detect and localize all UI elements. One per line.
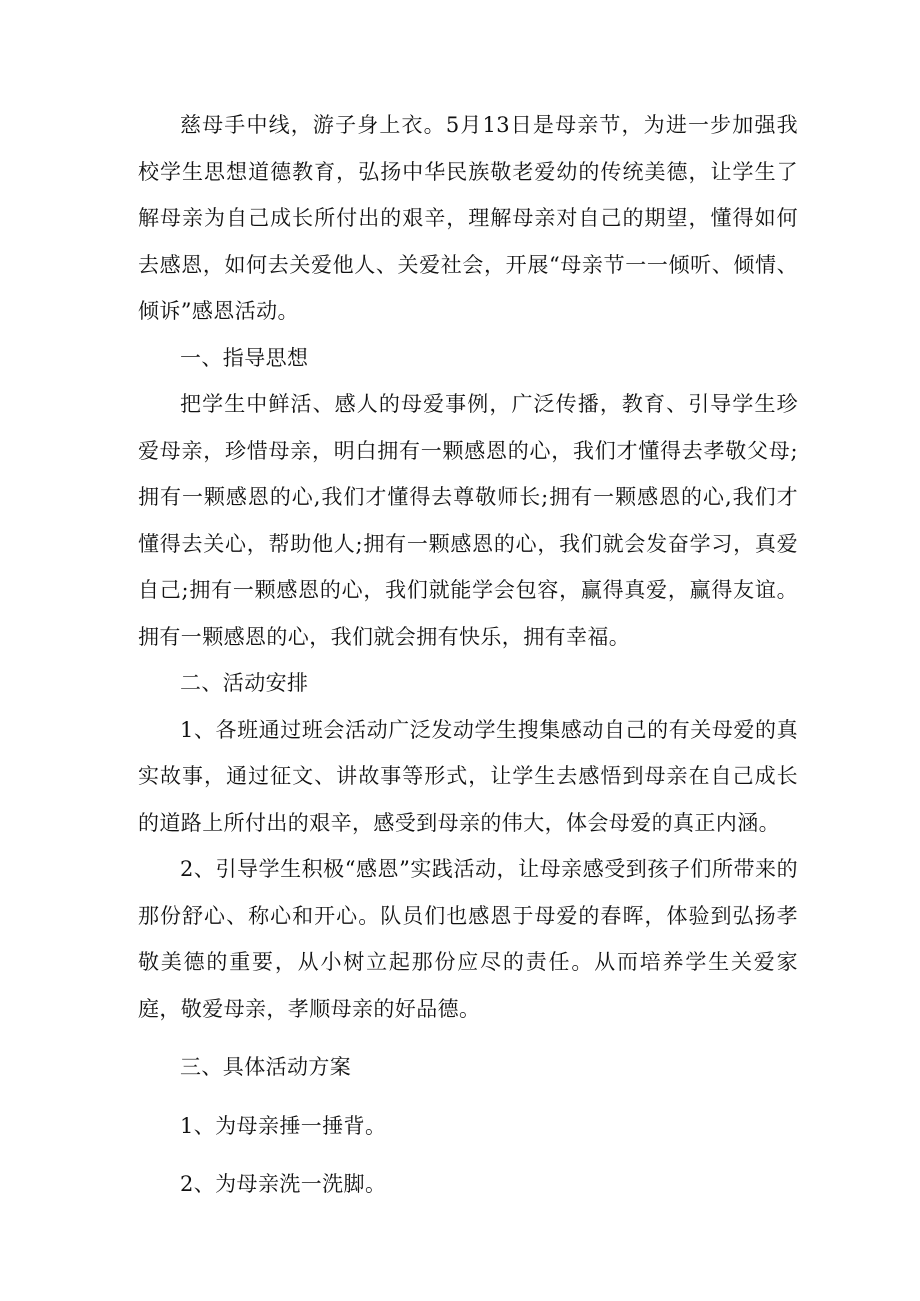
guiding-ideology-paragraph: 把学生中鲜活、感人的母爱事例，广泛传播，教育、引导学生珍爱母亲，珍惜母亲，明白拥有一颗感恩的心，我们才懂得去孝敬父母;拥有一颗感恩的心,我们才懂得去尊敬师长;拥有一颗感恩的心,我们才懂得去关心，帮助他人;拥有一颗感恩的心，我们就会发奋学习，真爱自己;拥有一颗感恩的心，我们就能学会包容，赢得真爱，赢得友谊。拥有一颗感恩的心，我们就会拥有快乐，拥有幸福。 bbox=[138, 392, 798, 649]
plan-item-2: 2、为母亲洗一洗脚。 bbox=[180, 1172, 387, 1196]
section-heading-specific-plan: 三、具体活动方案 bbox=[180, 1055, 352, 1079]
activity-item-1: 1、各班通过班会活动广泛发动学生搜集感动自己的有关母爱的真实故事，通过征文、讲故事等形式，让学生去感悟到母亲在自己成长的道路上所付出的艰辛，感受到母亲的伟大，体会母爱的真正内涵。 bbox=[138, 717, 798, 835]
section-heading-guiding-ideology: 一、指导思想 bbox=[180, 345, 309, 370]
document-body bbox=[138, 102, 798, 1208]
intro-paragraph: 慈母手中线，游子身上衣。5月13日是母亲节，为进一步加强我校学生思想道德教育，弘扬中华民族敬老爱幼的传统美德，让学生了解母亲为自己成长所付出的艰辛，理解母亲对自己的期望，懂得如何去感恩，如何去关爱他人、关爱社会，开展“母亲节一一倾听、倾情、倾诉”感恩活动。 bbox=[138, 113, 798, 323]
section-heading-activity-arrangement: 二、活动安排 bbox=[180, 671, 309, 695]
plan-item-1: 1、为母亲捶一捶背。 bbox=[180, 1113, 387, 1138]
activity-item-2: 2、引导学生积极“感恩”实践活动，让母亲感受到孩子们所带来的那份舒心、称心和开心。队员们也感恩于母爱的春晖，体验到弘扬孝敬美德的重要，从小树立起那份应尽的责任。从而培养学生关爱家庭，敬爱母亲，孝顺母亲的好品德。 bbox=[138, 857, 798, 1021]
